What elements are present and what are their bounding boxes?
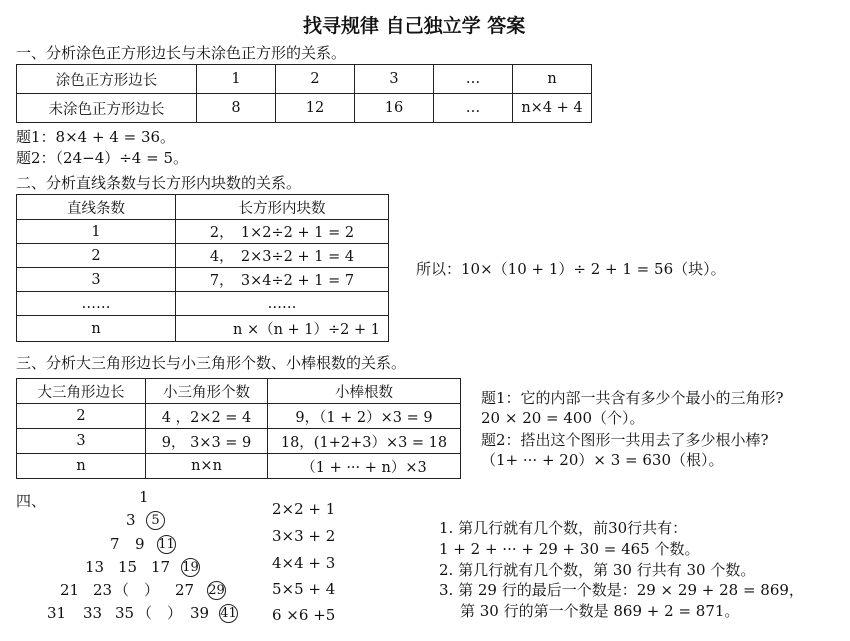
table-cell: n×4 + 4 — [513, 94, 592, 123]
table-cell: n×n — [146, 454, 268, 479]
triangle-number: 13 — [85, 558, 105, 576]
triangle-number: 17 — [151, 558, 171, 576]
triangle-number: 35 — [115, 604, 135, 622]
formula: 5×5 + 4 — [272, 580, 336, 598]
table-cell: n — [17, 316, 176, 342]
table-cell: …… — [17, 292, 176, 316]
section-3-note-1: 题1：它的内部一共含有多少个最小的三角形? — [481, 389, 784, 407]
triangle-number: 23 — [93, 581, 113, 599]
section-4-answer-4: 3. 第 29 行的最后一个数是：29 × 29 + 28 = 869， — [439, 581, 804, 599]
section-3-note-4: （1+ ··· + 20）× 3 = 630（根）。 — [481, 451, 724, 469]
triangle-number: 7 — [110, 535, 120, 553]
table-cell: 1 — [17, 220, 176, 244]
table-cell: 2， 1×2÷2 + 1 = 2 — [176, 220, 389, 244]
section-4-answer-1: 1. 第几行就有几个数，前30行共有： — [439, 519, 688, 537]
table-row — [17, 292, 389, 316]
triangle-number-circled: 11 — [158, 537, 175, 552]
table-row — [17, 379, 461, 404]
table-row — [17, 244, 389, 268]
table-3 — [16, 378, 461, 479]
triangle-number: 21 — [60, 581, 80, 599]
triangle-number: 3 — [126, 511, 136, 529]
section-1-q2: 题2：（24−4）÷4 = 5。 — [16, 149, 189, 167]
section-3-note-2: 20 × 20 = 400（个）。 — [481, 409, 645, 427]
page-title: 找寻规律 自己独立学 答案 — [303, 15, 526, 37]
section-4-answer-5: 第 30 行的第一个数是 869 + 2 = 871。 — [460, 602, 740, 620]
section-3-heading: 三、分析大三角形边长与小三角形个数、小棒根数的关系。 — [16, 354, 407, 372]
table-cell: 18，(1+2+3）×3 = 18 — [268, 429, 461, 454]
section-2-heading: 二、分析直线条数与长方形内块数的关系。 — [16, 174, 302, 192]
table-2 — [16, 194, 389, 342]
section-3-note-3: 题2：搭出这个图形一共用去了多少根小棒? — [481, 431, 769, 449]
triangle-number: 15 — [118, 558, 138, 576]
table-cell: 8 — [197, 94, 276, 123]
triangle-blank: （ ） — [137, 604, 183, 622]
table-row — [17, 429, 461, 454]
table-header-cell: 大三角形边长 — [17, 379, 146, 404]
triangle-number: 1 — [139, 488, 149, 506]
formula: 6 ×6 +5 — [272, 606, 336, 624]
table-cell: 3 — [17, 268, 176, 292]
formula: 4×4 + 3 — [272, 554, 336, 572]
triangle-number: 27 — [175, 581, 195, 599]
section-4-label: 四、 — [16, 492, 47, 510]
triangle-blank: （ ） — [114, 581, 160, 599]
table-cell: n — [513, 65, 592, 94]
table-cell: 2 — [276, 65, 355, 94]
section-4-answer-3: 2. 第几行就有几个数，第 30 行共有 30 个数。 — [439, 561, 756, 579]
table-cell: 9， 3×3 = 9 — [146, 429, 268, 454]
triangle-number-circled: 29 — [208, 583, 225, 598]
table-cell: …… — [176, 292, 389, 316]
table-header-cell: 直线条数 — [17, 195, 176, 220]
section-1-heading: 一、分析涂色正方形边长与未涂色正方形的关系。 — [16, 44, 347, 62]
triangle-number-circled: 41 — [220, 606, 237, 621]
table-header-cell: 小三角形个数 — [146, 379, 268, 404]
table-cell: n ×（n + 1）÷2 + 1 — [176, 316, 389, 342]
formula: 3×3 + 2 — [272, 527, 336, 545]
triangle-number: 9 — [135, 535, 145, 553]
table-cell: 7， 3×4÷2 + 1 = 7 — [176, 268, 389, 292]
table-cell: 4 ，2×2 = 4 — [146, 404, 268, 429]
table-row — [17, 268, 389, 292]
table-cell: 9，（1 + 2）×3 = 9 — [268, 404, 461, 429]
section-1-q1: 题1：8×4 + 4 = 36。 — [16, 128, 176, 146]
table-cell: 4， 2×3÷2 + 1 = 4 — [176, 244, 389, 268]
triangle-number-circled: 5 — [146, 510, 165, 530]
triangle-number: 31 — [47, 604, 67, 622]
table-cell: 3 — [355, 65, 434, 94]
table-cell: （1 + ··· + n）×3 — [268, 454, 461, 479]
table-cell: n — [17, 454, 146, 479]
table-header-cell: 小棒根数 — [268, 379, 461, 404]
section-4-answer-2: 1 + 2 + ··· + 29 + 30 = 465 个数。 — [439, 540, 700, 558]
table-row — [17, 454, 461, 479]
table-cell: 2 — [17, 404, 146, 429]
table-row — [17, 195, 389, 220]
table-cell: 未涂色正方形边长 — [17, 94, 197, 123]
table-row — [17, 94, 592, 123]
table-cell: 1 — [197, 65, 276, 94]
table-cell: … — [434, 65, 513, 94]
table-row — [17, 65, 592, 94]
table-cell: 16 — [355, 94, 434, 123]
table-row — [17, 404, 461, 429]
table-cell: 2 — [17, 244, 176, 268]
table-row — [17, 316, 389, 342]
triangle-number: 33 — [83, 604, 103, 622]
table-cell: 涂色正方形边长 — [17, 65, 197, 94]
table-header-cell: 长方形内块数 — [176, 195, 389, 220]
table-1 — [16, 64, 592, 123]
formula: 2×2 + 1 — [272, 500, 336, 518]
table-cell: 12 — [276, 94, 355, 123]
triangle-number-circled: 19 — [182, 560, 199, 575]
table-cell: 3 — [17, 429, 146, 454]
triangle-number: 39 — [190, 604, 210, 622]
section-2-answer: 所以：10×（10 + 1）÷ 2 + 1 = 56（块）。 — [416, 260, 726, 278]
table-cell: … — [434, 94, 513, 123]
table-row — [17, 220, 389, 244]
